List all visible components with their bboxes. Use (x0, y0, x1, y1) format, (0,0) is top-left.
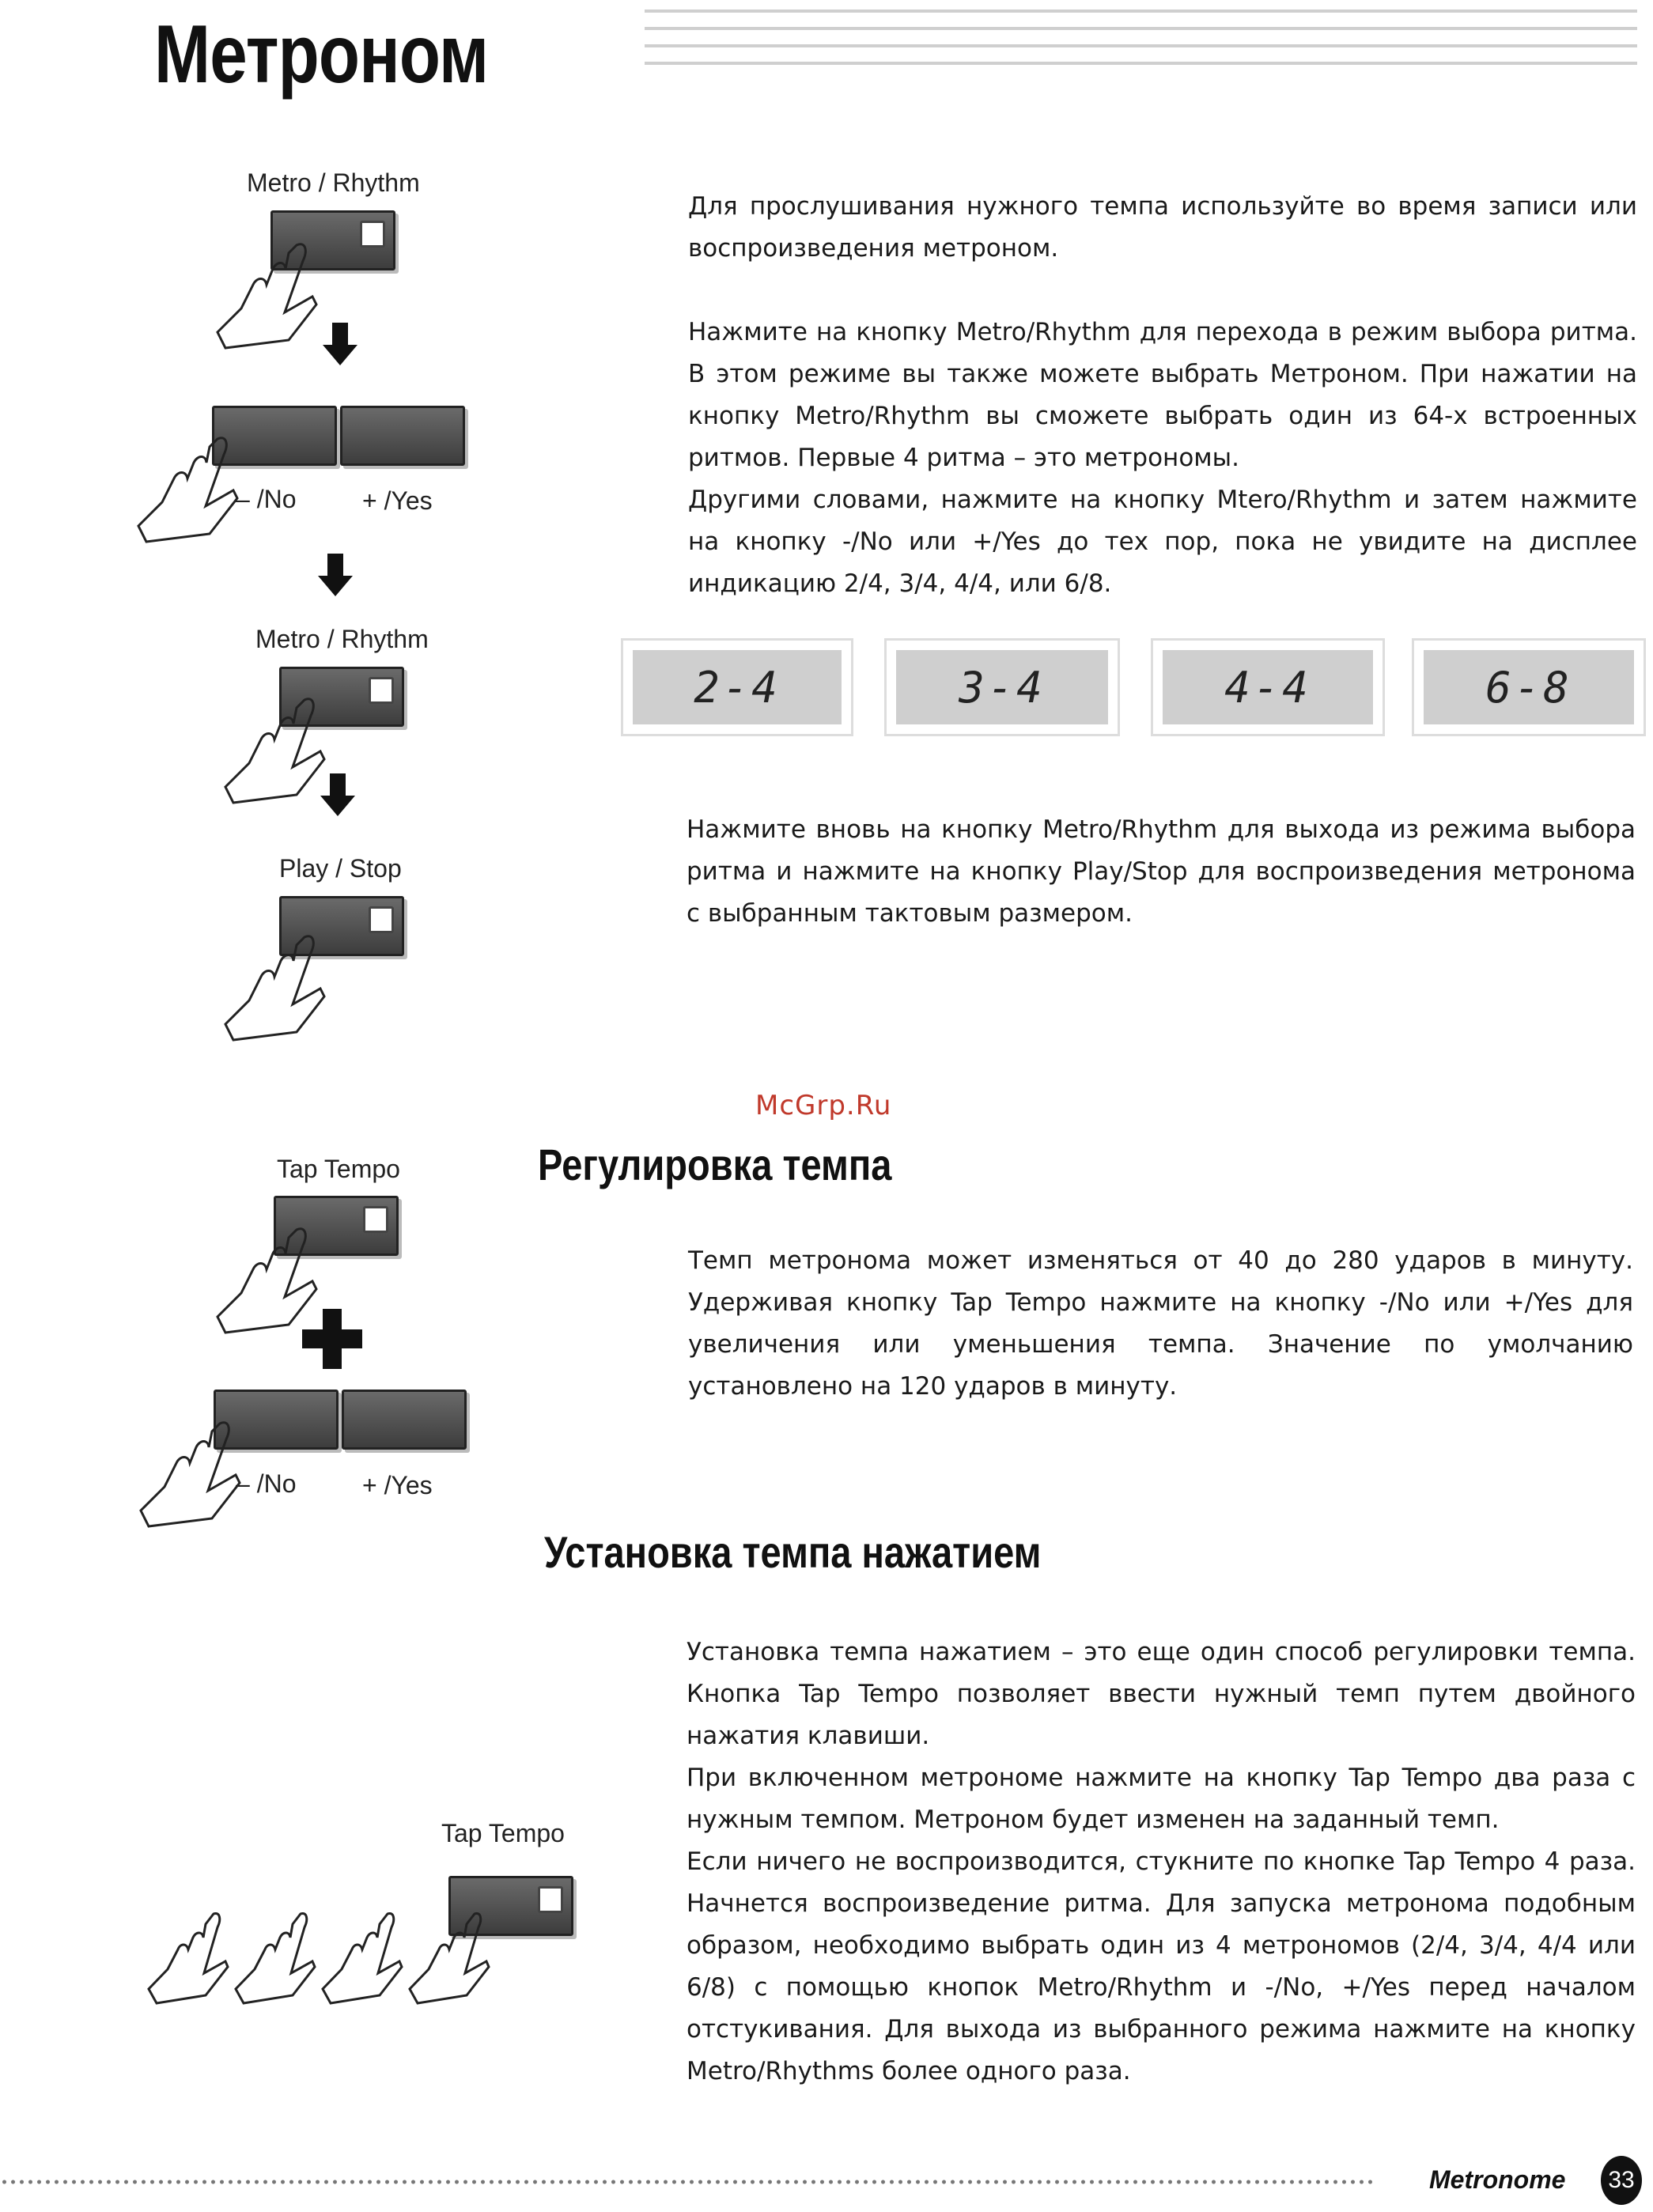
label-no-2: – /No (236, 1469, 297, 1498)
label-metro-rhythm-2: Metro / Rhythm (255, 625, 429, 653)
tapping-hand-icon (142, 1910, 229, 2013)
section1-text-2 (687, 809, 1636, 935)
paragraph: При включенном метрономе нажмите на кнопку Tap Tempo два раза с нужным темпом. Метроном будет изменен на заданный темп. (687, 1764, 1636, 1834)
watermark: McGrp.Ru (755, 1090, 892, 1121)
down-arrow-icon (320, 773, 355, 816)
down-arrow-icon (323, 323, 357, 365)
footer-section-name: Metronome (1429, 2165, 1566, 2194)
pointing-hand-icon (218, 929, 328, 1048)
paragraph: Для прослушивания нужного темпа используйте во время записи или воспроизведения метроном. (688, 192, 1637, 263)
paragraph: Установка темпа нажатием – это еще один способ регулировки темпа. Кнопка Tap Tempo позволяет ввести нужный темп путем двойного нажатия клавиши. (687, 1638, 1636, 1750)
yes-button[interactable] (340, 406, 465, 466)
down-arrow-icon (318, 554, 353, 596)
plus-icon (302, 1309, 362, 1369)
tapping-hand-icon (403, 1910, 490, 2013)
section-heading: Регулировка темпа (538, 1140, 892, 1189)
paragraph: Темп метронома может изменяться от 40 до 280 ударов в минуту. Удерживая кнопку Tap Tempo нажмите на кнопку -/No или +/Yes для увеличения или уменьшения темпа. Значение по умолчанию установлено на 120 ударов в минуту. (688, 1246, 1633, 1401)
lcd-display: 4-4 (1151, 638, 1385, 736)
paragraph: Нажмите на кнопку Metro/Rhythm для перехода в режим выбора ритма. В этом режиме вы также можете выбрать Метроном. При нажатии на кнопку Metro/Rhythm вы сможете выбрать один из 64-х встроенных ритмов. Первые 4 ритма – это метрономы. (688, 318, 1637, 472)
pointing-hand-icon (130, 431, 241, 550)
lcd-display: 6-8 (1412, 638, 1646, 736)
label-play-stop: Play / Stop (279, 854, 402, 883)
label-no: – /No (236, 485, 297, 513)
section1-text (688, 186, 1637, 605)
section3-text (687, 1632, 1636, 2093)
section2-text (688, 1240, 1633, 1408)
label-tap-tempo: Tap Tempo (277, 1155, 400, 1183)
tapping-hand-icon (316, 1910, 403, 2013)
lcd-display: 2-4 (621, 638, 853, 736)
label-yes: + /Yes (362, 486, 433, 515)
label-yes-2: + /Yes (362, 1471, 433, 1499)
pointing-hand-icon (218, 692, 328, 811)
tapping-hand-icon (229, 1910, 316, 2013)
yes-button-2[interactable] (342, 1390, 467, 1450)
label-metro-rhythm: Metro / Rhythm (247, 168, 420, 197)
header-rules (645, 9, 1637, 79)
lcd-display: 3-4 (884, 638, 1120, 736)
page-title: Метроном (154, 9, 489, 100)
paragraph: Другими словами, нажмите на кнопку Mtero/Rhythm и затем нажмите на кнопку -/No или +/Yes до тех пор, пока не увидите на дисплее индикацию 2/4, 3/4, 4/4, или 6/8. (688, 486, 1637, 598)
page-number: 33 (1601, 2156, 1642, 2205)
section-heading: Установка темпа нажатием (544, 1527, 1042, 1577)
footer-dotted-line (0, 2179, 1376, 2185)
paragraph: Нажмите вновь на кнопку Metro/Rhythm для выхода из режима выбора ритма и нажмите на кнопку Play/Stop для воспроизведения метронома с выбранным тактовым размером. (687, 815, 1636, 928)
pointing-hand-icon (133, 1416, 244, 1534)
label-tap-tempo-2: Tap Tempo (441, 1819, 565, 1847)
paragraph: Если ничего не воспроизводится, стукните по кнопке Tap Tempo 4 раза. Начнется воспроизведение ритма. Для запуска метронома подобным образом, необходимо выбрать один из 4 метрономов (2/4, 3/4, 4/4 или 6/8) с помощью кнопок Metro/Rhythm и -/No, +/Yes перед началом отстукивания. Для выхода из выбранного режима нажмите на кнопку Metro/Rhythms более одного раза. (687, 1847, 1636, 2085)
pointing-hand-icon (210, 237, 320, 356)
